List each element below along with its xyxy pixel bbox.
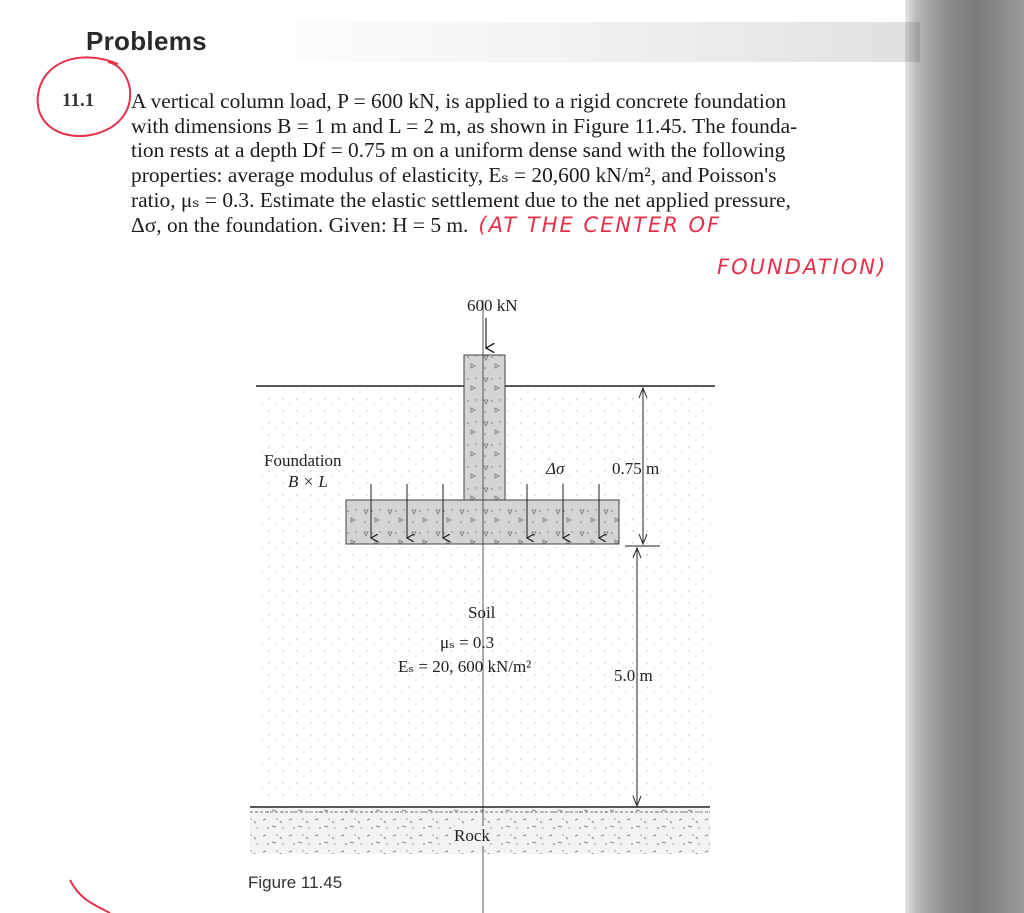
concrete-column — [464, 355, 505, 501]
pressure-label: Δσ — [546, 459, 565, 478]
foundation-dims-label: B × L — [288, 472, 328, 491]
rock-label: Rock — [454, 826, 490, 845]
section-heading: Problems — [86, 26, 207, 56]
load-label: 600 kN — [467, 296, 518, 315]
concrete-footing — [346, 500, 619, 544]
problem-number: 11.1 — [62, 90, 95, 111]
handwritten-note-line: FOUNDATION) — [717, 255, 888, 279]
handwritten-note-line: (AT THE CENTER OF — [478, 212, 722, 237]
depth-label: 0.75 m — [612, 459, 660, 478]
thickness-label: 5.0 m — [614, 666, 653, 685]
figure-caption: Figure 11.45 — [248, 873, 343, 892]
problem-line: properties: average modulus of elasticity, Eₛ = 20,600 kN/m², and Poisson's — [131, 163, 777, 188]
problem-line: with dimensions B = 1 m and L = 2 m, as shown in Figure 11.45. The founda- — [131, 113, 798, 138]
modulus-label: Eₛ = 20, 600 kN/m² — [398, 657, 532, 676]
problem-line: ratio, μₛ = 0.3. Estimate the elastic settlement due to the net applied pressure, — [131, 187, 791, 212]
foundation-label: Foundation — [264, 451, 342, 470]
poisson-label: μₛ = 0.3 — [440, 633, 495, 652]
problem-line-text: Δσ, on the foundation. Given: H = 5 m. — [131, 212, 469, 237]
problem-line: A vertical column load, P = 600 kN, is applied to a rigid concrete foundation — [131, 89, 787, 113]
soil-label: Soil — [468, 603, 496, 622]
problem-line: tion rests at a depth Df = 0.75 m on a uniform dense sand with the following — [131, 138, 786, 163]
